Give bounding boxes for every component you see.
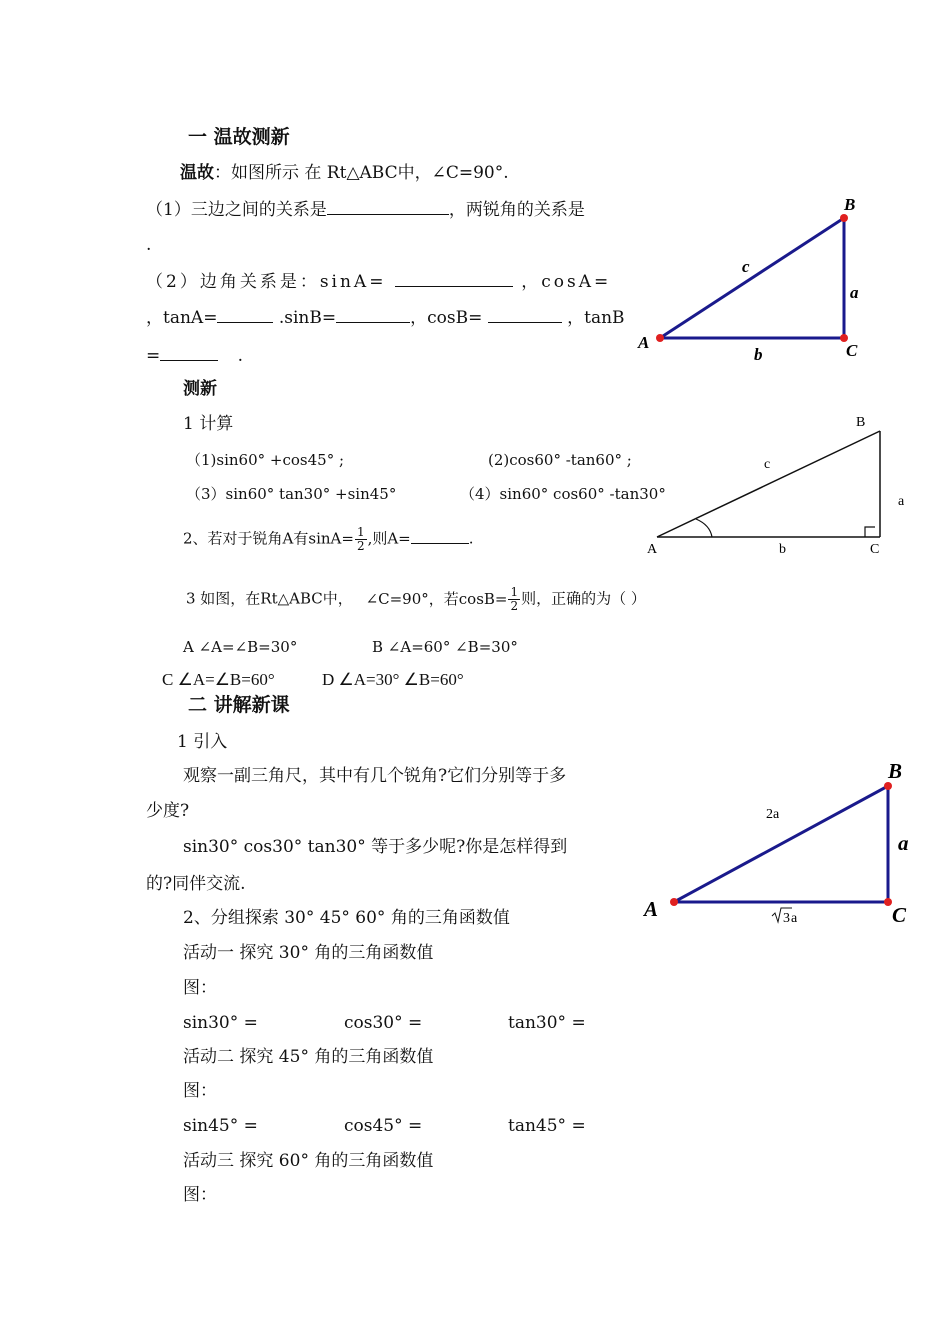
- label-base-root: 3: [783, 911, 790, 926]
- side-c: [657, 431, 880, 537]
- activity-3: 活动三 探究 60° 角的三角函数值: [183, 1151, 434, 1171]
- activity-1: 活动一 探究 30° 角的三角函数值: [183, 943, 434, 963]
- label-base-a: a: [791, 911, 798, 926]
- side-c: [660, 218, 844, 338]
- sinB-label: .sinB=: [278, 308, 337, 328]
- q2-line-1: [146, 270, 611, 293]
- q1-text: （1）三边之间的关系是: [146, 200, 327, 220]
- label-hyp: 2a: [766, 807, 780, 822]
- q2-lead: （2）边角关系是：sinA=: [146, 272, 387, 292]
- label-b: b: [754, 345, 763, 364]
- point-C: [884, 898, 892, 906]
- tanB-eq: =: [146, 346, 161, 366]
- tanB-blank[interactable]: [160, 344, 218, 361]
- q2-frac-den: 2: [356, 539, 365, 553]
- problem-4: （4）sin60° cos60° -tan30°: [460, 485, 666, 503]
- q3-frac-den: 2: [510, 599, 519, 613]
- tanB-label: ，tanB: [567, 308, 625, 328]
- side-hypotenuse: [674, 786, 888, 902]
- label-c: c: [742, 257, 750, 276]
- q2-end-dot: .: [468, 529, 474, 548]
- label-C: C: [846, 341, 858, 360]
- section1-heading: 一 温故测新: [188, 126, 290, 148]
- label-C: C: [870, 542, 880, 557]
- q3-tail: 则，正确的为（ ）: [521, 589, 646, 608]
- sin45-label: sin45° =: [183, 1116, 258, 1136]
- q2-lead-text: 2、若对于锐角A有sinA=: [183, 529, 354, 548]
- figure-label-1: 图：: [183, 978, 217, 998]
- explore-line: 2、分组探索 30° 45° 60° 角的三角函数值: [183, 908, 510, 928]
- q2-end: .: [237, 346, 244, 366]
- label-vert: a: [898, 831, 909, 855]
- problem-1: （1)sin60° +cos45° ;: [186, 451, 345, 469]
- point-B: [840, 214, 848, 222]
- ask-line-1: sin30° cos30° tan30° 等于多少呢?你是怎样得到: [183, 837, 568, 857]
- option-D[interactable]: D ∠A=30° ∠B=60°: [322, 670, 464, 689]
- label-B: B: [856, 415, 866, 430]
- q2-line: [183, 526, 474, 553]
- label-a: a: [850, 283, 859, 302]
- test-label: 测新: [183, 379, 217, 399]
- point-A: [670, 898, 678, 906]
- right-angle-mark: [865, 527, 875, 537]
- q3-mid: ∠C=90°，若cosB=: [365, 589, 508, 608]
- cosB-blank[interactable]: [488, 306, 562, 323]
- q3-fraction: [508, 586, 520, 613]
- q1-line: [146, 198, 585, 221]
- activity-2: 活动二 探究 45° 角的三角函数值: [183, 1047, 434, 1067]
- angle-A-arc: [696, 519, 712, 537]
- option-C[interactable]: C ∠A=∠B=60°: [162, 670, 275, 689]
- q2-tail: ,则A=: [367, 529, 411, 548]
- tanA-blank[interactable]: [217, 306, 273, 323]
- q2-line-2: [146, 306, 625, 329]
- review-line: [180, 162, 509, 184]
- label-b: b: [779, 542, 786, 557]
- q2-frac-num: 1: [356, 525, 365, 539]
- label-c: c: [764, 457, 771, 472]
- sinA-blank[interactable]: [395, 270, 513, 287]
- option-B[interactable]: B ∠A=60° ∠B=30°: [372, 638, 518, 656]
- q2-fraction: [355, 526, 367, 553]
- review-text: ：如图所示 在 Rt△ABC中，∠C=90°.: [214, 163, 509, 183]
- observe-line-1: 观察一副三角尺，其中有几个锐角?它们分别等于多: [183, 766, 567, 786]
- point-A: [656, 334, 664, 342]
- label-A: A: [638, 333, 650, 352]
- tan30-label: tan30° =: [508, 1013, 586, 1033]
- figure-label-2: 图：: [183, 1081, 217, 1101]
- cosB-label: ，cosB=: [410, 308, 483, 328]
- problem-3: （3）sin60° tan30° +sin45°: [186, 485, 397, 503]
- tanA-label: ，tanA=: [146, 308, 218, 328]
- label-a: a: [898, 494, 905, 509]
- q1-end: .: [146, 235, 152, 255]
- label-B: B: [844, 195, 856, 214]
- q1-blank-1[interactable]: [327, 198, 449, 215]
- figure-label-3: 图：: [183, 1185, 217, 1205]
- q2-cos: ，cosA=: [521, 272, 612, 292]
- review-label: 温故: [180, 163, 214, 183]
- problem-2: (2)cos60° -tan60° ;: [488, 451, 632, 469]
- q2-line-3: [146, 344, 243, 367]
- label-A: A: [644, 897, 659, 921]
- tan45-label: tan45° =: [508, 1116, 586, 1136]
- label-C: C: [892, 903, 907, 927]
- label-A: A: [647, 542, 658, 557]
- q3-frac-num: 1: [510, 585, 519, 599]
- calc-title: 1 计算: [183, 414, 234, 434]
- label-base-sqrt3a: [772, 908, 798, 926]
- point-B: [884, 782, 892, 790]
- q3-line: [186, 586, 646, 613]
- q1-mid: ，两锐角的关系是: [448, 200, 585, 220]
- observe-line-2: 少度?: [146, 801, 190, 821]
- sinB-blank[interactable]: [336, 306, 410, 323]
- q3-lead: 3 如图，在Rt△ABC中，: [186, 589, 353, 608]
- section2-heading: 二 讲解新课: [188, 694, 290, 716]
- ask-line-2: 的?同伴交流.: [146, 874, 246, 894]
- cos30-label: cos30° =: [344, 1013, 423, 1033]
- label-B: B: [888, 759, 903, 783]
- q2-answer-blank[interactable]: [411, 527, 469, 544]
- option-A[interactable]: A ∠A=∠B=30°: [183, 638, 298, 656]
- triangle-figure-2: [640, 405, 920, 565]
- cos45-label: cos45° =: [344, 1116, 423, 1136]
- triangle-figure-3: [636, 756, 926, 936]
- sin30-label: sin30° =: [183, 1013, 258, 1033]
- triangle-figure-1: [630, 190, 870, 370]
- intro: 1 引入: [177, 732, 228, 752]
